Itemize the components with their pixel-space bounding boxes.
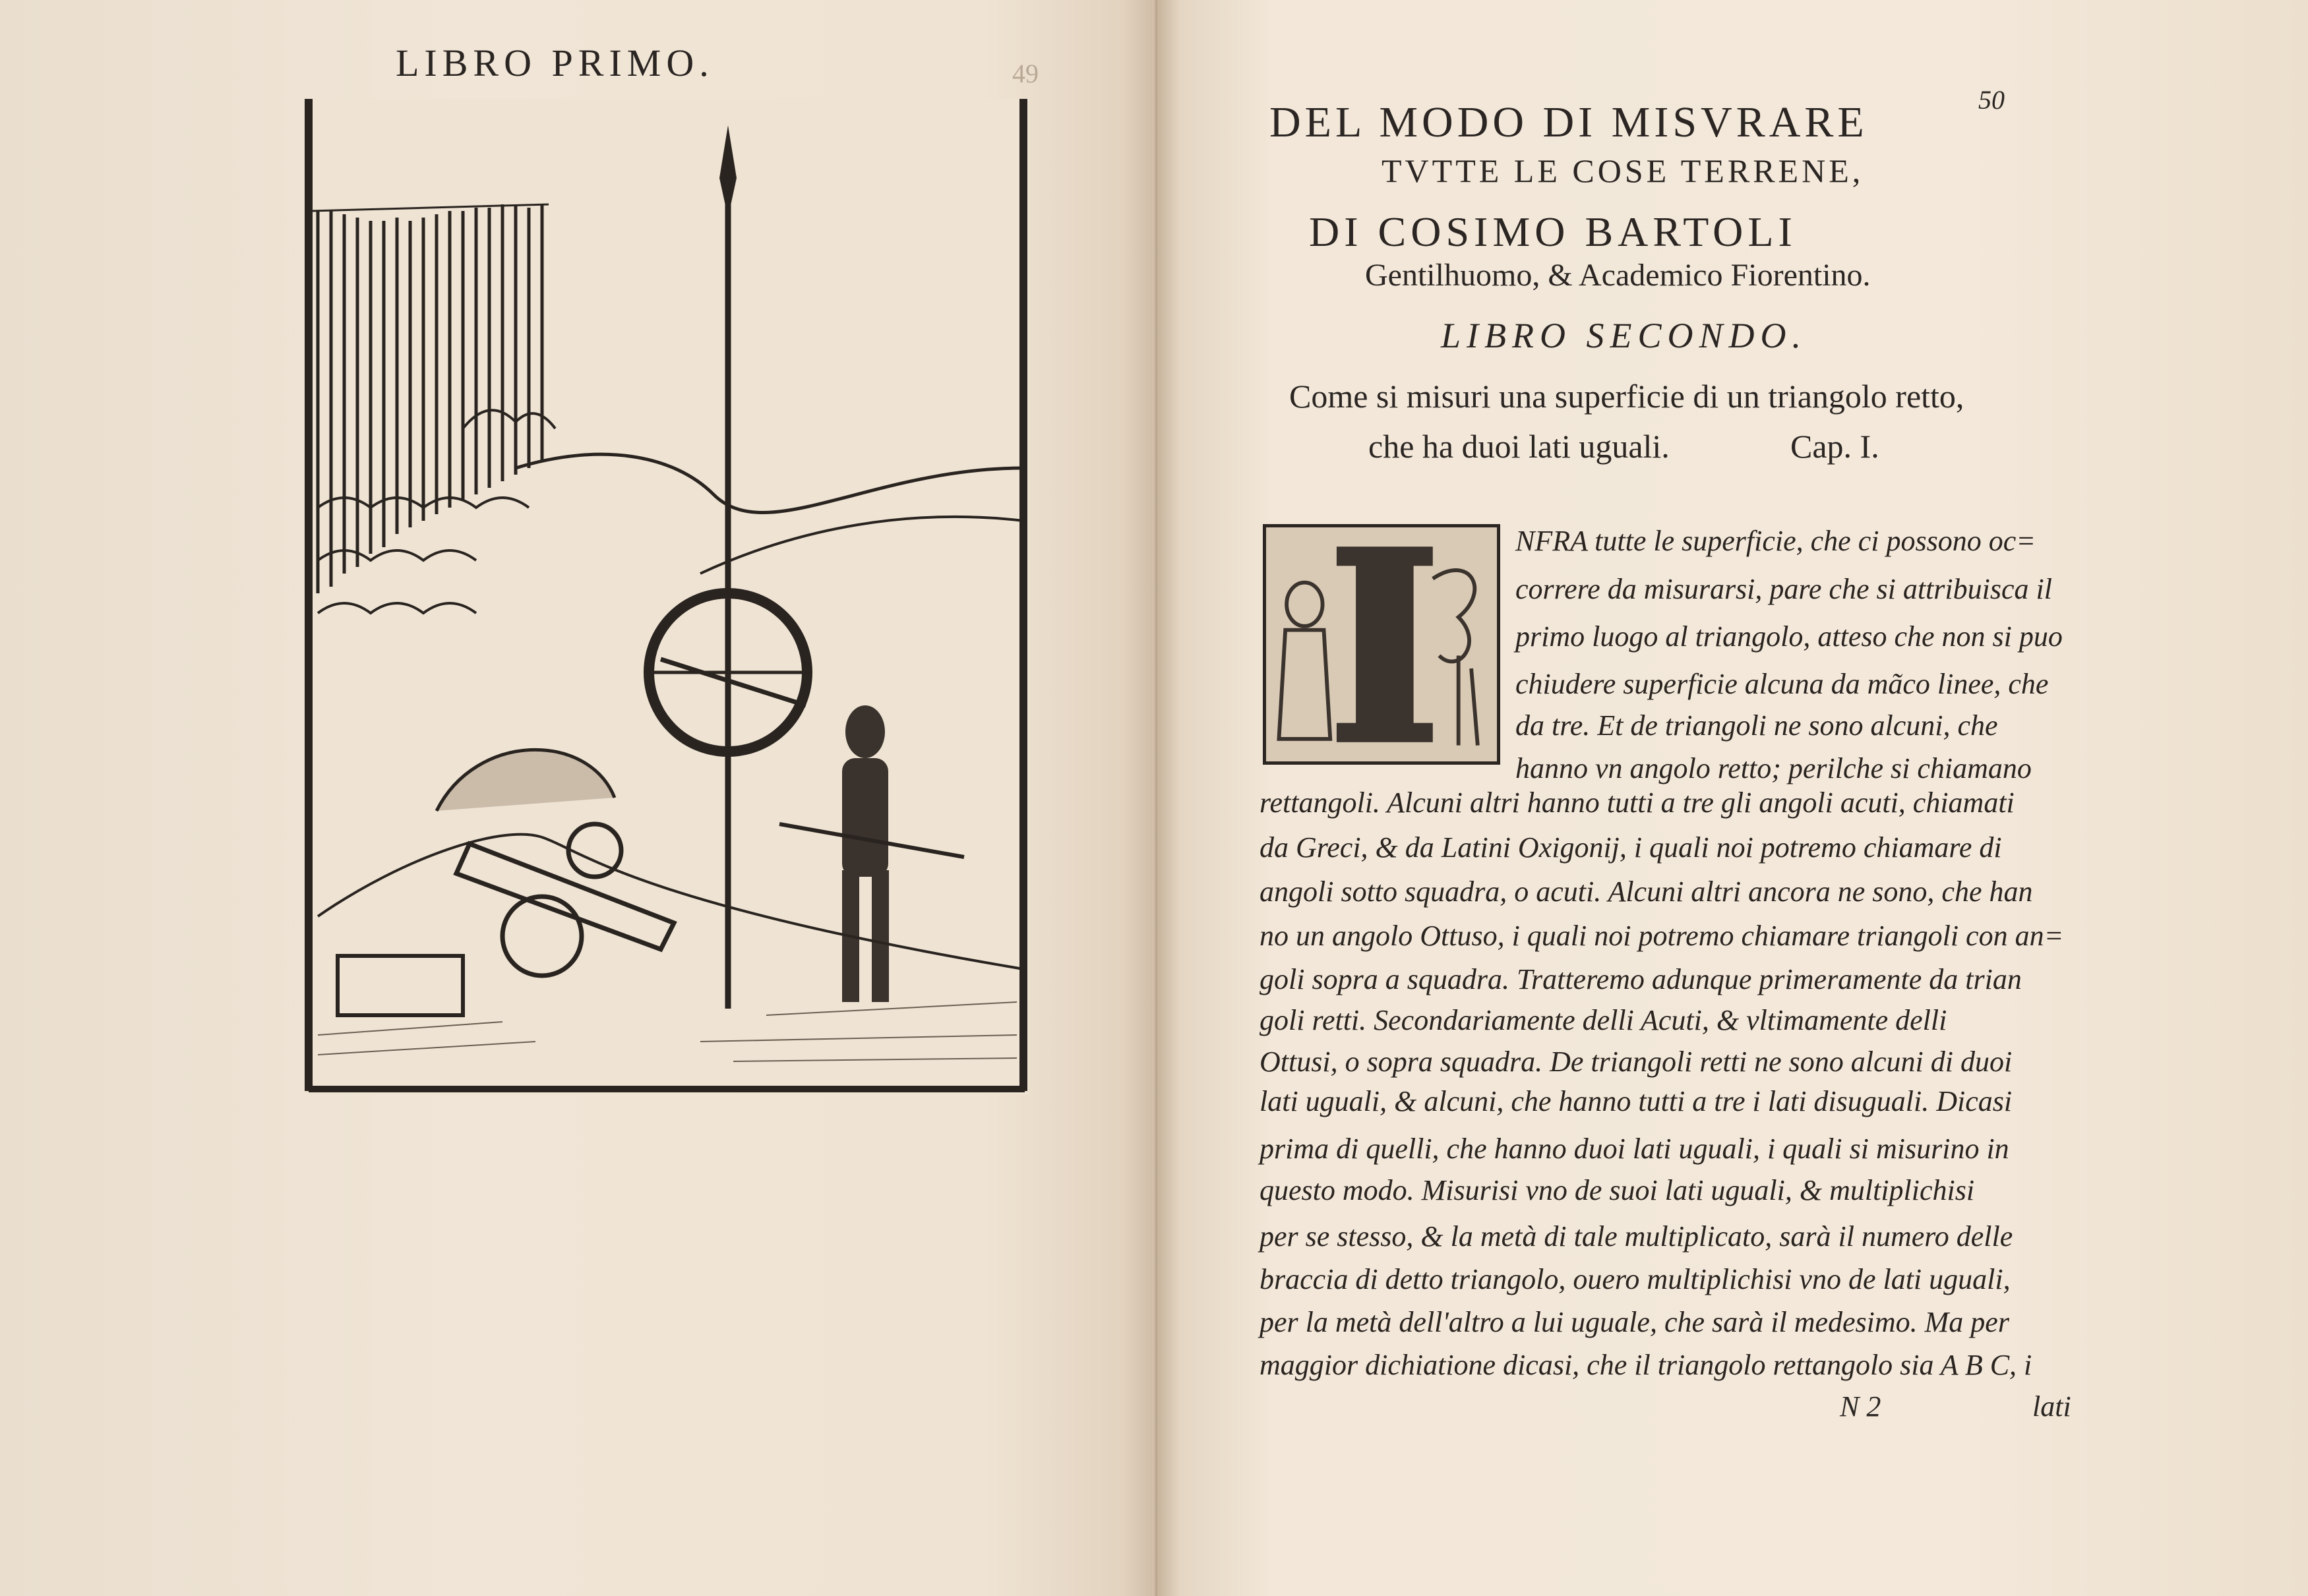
body-line: per la metà dell'altro a lui uguale, che sarà il medesimo. Ma per: [1260, 1306, 2009, 1338]
body-line: maggior dichiatione dicasi, che il triangolo rettangolo sia A B C, i: [1260, 1349, 2032, 1381]
body-line: da tre. Et de triangoli ne sono alcuni, che: [1515, 709, 1998, 742]
body-line: hanno vn angolo retto; perilche si chiamano: [1515, 752, 2032, 784]
body-line: da Greci, & da Latini Oxigonij, i quali noi potremo chiamare di: [1260, 831, 2002, 864]
body-line: angoli sotto squadra, o acuti. Alcuni altri ancora ne sono, che han: [1260, 875, 2033, 908]
running-head: LIBRO PRIMO.: [396, 42, 714, 84]
body-line: Ottusi, o sopra squadra. De triangoli retti ne sono alcuni di duoi: [1260, 1046, 2013, 1078]
title-line-4: Gentilhuomo, & Academico Fiorentino.: [1365, 258, 1871, 293]
title-line-1: DEL MODO DI MISVRARE: [1269, 98, 1868, 146]
body-line: chiudere superficie alcuna da mãco linee, che: [1515, 668, 2049, 700]
body-line: questo modo. Misurisi vno de suoi lati uguali, & multiplichisi: [1260, 1174, 1975, 1206]
chapter-title-line-1: Come si misuri una superficie di un triangolo retto,: [1289, 378, 1964, 415]
body-line: lati uguali, & alcuni, che hanno tutti a tre i lati disuguali. Dicasi: [1260, 1085, 2013, 1117]
book-heading: LIBRO SECONDO.: [1441, 316, 1807, 355]
woodcut-illustration: [305, 99, 1029, 1094]
signature-mark: N 2: [1840, 1390, 1881, 1423]
chapter-title-line-2: che ha duoi lati uguali.: [1368, 428, 1670, 465]
chapter-label: Cap. I.: [1790, 428, 1879, 465]
title-line-3: DI COSIMO BARTOLI: [1309, 208, 1797, 255]
body-line: braccia di detto triangolo, ouero multiplichisi vno de lati uguali,: [1260, 1263, 2011, 1295]
body-line: goli sopra a squadra. Tratteremo adunque primeramente da trian: [1260, 963, 2022, 995]
body-line: NFRA tutte le superficie, che ci possono oc=: [1515, 525, 2036, 557]
body-line: no un angolo Ottuso, i quali noi potremo chiamare triangoli con an=: [1260, 920, 2064, 952]
surveyor-woodcut-image: [305, 99, 1029, 1094]
initial-woodcut-image: [1266, 527, 1497, 761]
body-line: prima di quelli, che hanno duoi lati uguali, i quali si misurino in: [1260, 1133, 2009, 1165]
catchword: lati: [2032, 1390, 2071, 1423]
body-line: correre da misurarsi, pare che si attribuisca il: [1515, 573, 2052, 605]
folio-bleed-through: 49: [1012, 59, 1039, 88]
title-line-2: TVTTE LE COSE TERRENE,: [1382, 152, 1864, 189]
folio-number: 50: [1978, 85, 2005, 115]
body-line: rettangoli. Alcuni altri hanno tutti a tre gli angoli acuti, chiamati: [1260, 786, 2015, 819]
body-line: per se stesso, & la metà di tale multiplicato, sarà il numero delle: [1260, 1220, 2013, 1253]
decorated-initial-i: [1263, 524, 1500, 765]
body-line: primo luogo al triangolo, atteso che non si puo: [1515, 620, 2063, 653]
body-line: goli retti. Secondariamente delli Acuti, & vltimamente delli: [1260, 1004, 1947, 1036]
